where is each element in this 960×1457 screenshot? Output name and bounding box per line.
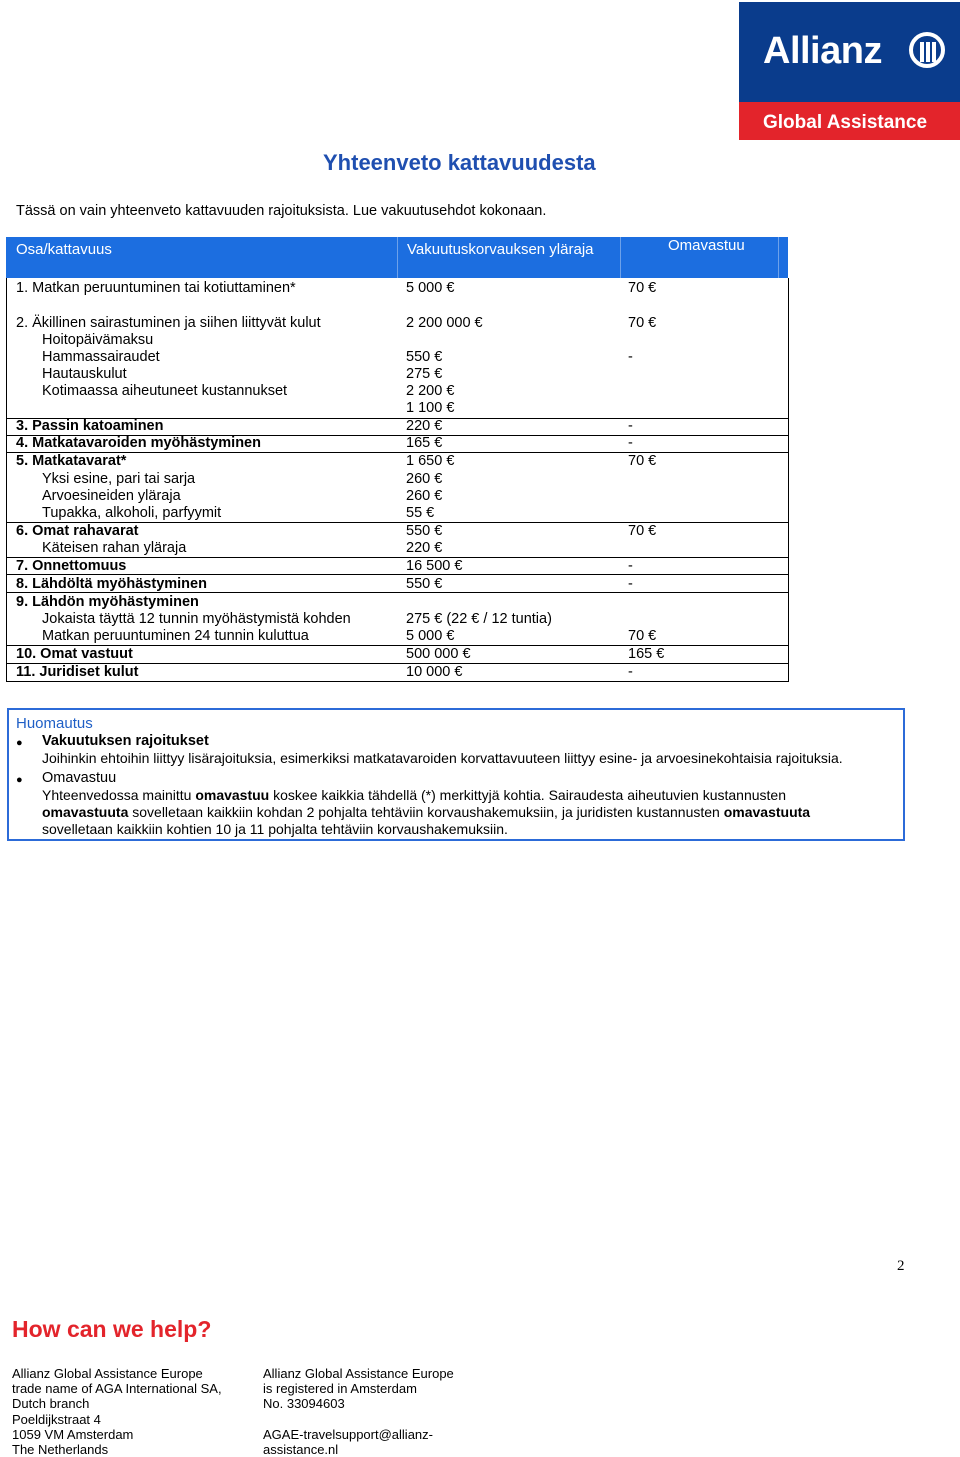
- row-5-sub-2: Arvoesineiden yläraja: [42, 488, 181, 504]
- footer-right-email[interactable]: assistance.nl: [263, 1442, 339, 1457]
- note-text-bold: omavastuu: [195, 787, 270, 803]
- row-8-label: 8. Lähdöltä myöhästyminen: [16, 576, 207, 592]
- row-5-sublimit-1: 260 €: [406, 471, 443, 487]
- bullet-icon: ●: [16, 737, 23, 749]
- row-5-sub-1: Yksi esine, pari tai sarja: [42, 471, 196, 487]
- page-title: Yhteenveto kattavuudesta: [323, 150, 596, 175]
- row-10-excess: 165 €: [628, 646, 665, 662]
- row-10-label: 10. Omat vastuut: [16, 646, 133, 662]
- footer-left-line: Allianz Global Assistance Europe: [12, 1366, 203, 1381]
- footer-left-line: 1059 VM Amsterdam: [12, 1426, 134, 1442]
- note-bullet-1-title: Vakuutuksen rajoitukset: [42, 733, 209, 749]
- row-5-sub-3: Tupakka, alkoholi, parfyymit: [42, 505, 222, 521]
- row-2-limit: 2 200 000 €: [406, 315, 483, 331]
- row-4-excess: -: [628, 435, 633, 451]
- row-2-sub-3: Hautauskulut: [42, 366, 127, 382]
- footer-left: [12, 1366, 222, 1457]
- row-6-excess: 70 €: [628, 523, 657, 539]
- row-1-limit: 5 000 €: [406, 280, 455, 296]
- allianz-eagle-icon: [909, 32, 945, 68]
- table-header: [6, 237, 788, 278]
- row-2-excess: 70 €: [628, 315, 657, 331]
- footer-right-line: [263, 1412, 454, 1427]
- note-bullet-2-line-3: sovelletaan kaikkiin kohtien 10 ja 11 pohjalta tehtäviin korvaushakemuksiin.: [42, 821, 508, 837]
- row-5-sublimit-2: 260 €: [406, 488, 443, 504]
- footer-right: [263, 1366, 454, 1457]
- note-text: sovelletaan kaikkiin kohdan 2 pohjalta tehtäviin korvaushakemuksiin, ja juridisten kustannusten: [128, 804, 724, 820]
- note-text-bold: omavastuuta: [42, 804, 129, 820]
- allianz-logo: [739, 2, 960, 140]
- row-6-sublimit: 220 €: [406, 540, 443, 556]
- footer-right-email[interactable]: AGAE-travelsupport@allianz-: [263, 1426, 433, 1442]
- help-heading: How can we help?: [12, 1316, 212, 1342]
- row-11-label: 11. Juridiset kulut: [16, 664, 139, 680]
- row-5-limit: 1 650 €: [406, 453, 455, 469]
- row-5-excess: 70 €: [628, 453, 657, 469]
- footer-right-line: is registered in Amsterdam: [263, 1381, 417, 1397]
- row-4-limit: 165 €: [406, 435, 443, 451]
- row-8-limit: 550 €: [406, 576, 443, 592]
- note-bullet-2-line-1: [42, 787, 786, 804]
- row-9-sub-2: Matkan peruuntuminen 24 tunnin kuluttua: [42, 628, 309, 644]
- header-excess: Omavastuu: [668, 237, 745, 254]
- row-2-sublimit-2: 275 €: [406, 366, 443, 382]
- row-7-limit: 16 500 €: [406, 558, 463, 574]
- footer-left-line: Poeldijkstraat 4: [12, 1411, 101, 1427]
- row-5-sublimit-3: 55 €: [406, 505, 435, 521]
- row-2-label: 2. Äkillinen sairastuminen ja siihen liittyvät kulut: [16, 315, 321, 331]
- row-3-excess: -: [628, 418, 633, 434]
- row-9-subexcess-2: 70 €: [628, 628, 657, 644]
- row-2-sublimit-4: 1 100 €: [406, 400, 455, 416]
- footer-left-line: trade name of AGA International SA,: [12, 1381, 222, 1397]
- logo-subtitle: Global Assistance: [763, 112, 928, 133]
- row-6-label: 6. Omat rahavarat: [16, 523, 139, 539]
- row-6-limit: 550 €: [406, 523, 443, 539]
- row-3-limit: 220 €: [406, 418, 443, 434]
- note-text: koskee kaikkia tähdellä (*) merkittyjä kohtia. Sairaudesta aiheutuvien kustannusten: [269, 787, 786, 803]
- note-bullet-1-text: Joihinkin ehtoihin liittyy lisärajoituksia, esimerkiksi matkatavaroiden korvattavuuteen liittyy esine- ja arvoesinekohtaisia rajoituksia.: [42, 750, 843, 766]
- header-coverage: Osa/kattavuus: [16, 241, 112, 258]
- row-4-label: 4. Matkatavaroiden myöhästyminen: [16, 435, 261, 451]
- footer-right-line: Allianz Global Assistance Europe: [263, 1366, 454, 1381]
- bullet-icon: ●: [16, 774, 23, 786]
- note-bullet-2-line-2: [42, 804, 810, 821]
- row-11-limit: 10 000 €: [406, 664, 463, 680]
- row-10-limit: 500 000 €: [406, 646, 471, 662]
- row-2-sub-2: Hammassairaudet: [42, 349, 160, 365]
- row-7-label: 7. Onnettomuus: [16, 558, 127, 574]
- row-1-label: 1. Matkan peruuntuminen tai kotiuttaminen*: [16, 280, 296, 296]
- row-11-excess: -: [628, 664, 633, 680]
- header-limit: Vakuutuskorvauksen yläraja: [407, 241, 594, 258]
- row-2-sublimit-1: 550 €: [406, 349, 443, 365]
- note-bullet-2-title: Omavastuu: [42, 770, 117, 786]
- footer-left-line: Dutch branch: [12, 1396, 90, 1412]
- row-9-sublimit-1: 275 € (22 € / 12 tuntia): [406, 611, 552, 627]
- footer-right-line: No. 33094603: [263, 1396, 345, 1412]
- row-3-label: 3. Passin katoaminen: [16, 418, 164, 434]
- logo-brand: Allianz: [763, 30, 882, 72]
- footer-left-line: The Netherlands: [12, 1442, 109, 1457]
- note-text: Yhteenvedossa mainittu: [42, 787, 196, 803]
- note-text-bold: omavastuuta: [723, 804, 811, 820]
- row-6-sub: Käteisen rahan yläraja: [42, 540, 187, 556]
- page-number: 2: [897, 1258, 905, 1274]
- row-2-sub-1: Hoitopäivämaksu: [42, 332, 154, 348]
- row-2-sub-4: Kotimaassa aiheutuneet kustannukset: [42, 383, 288, 399]
- row-9-label: 9. Lähdön myöhästyminen: [16, 594, 199, 610]
- note-title: Huomautus: [16, 715, 93, 732]
- row-1-excess: 70 €: [628, 280, 657, 296]
- row-2-sublimit-3: 2 200 €: [406, 383, 455, 399]
- row-9-sub-1: Jokaista täyttä 12 tunnin myöhästymistä kohden: [42, 611, 351, 627]
- row-9-sublimit-2: 5 000 €: [406, 628, 455, 644]
- row-7-excess: -: [628, 558, 633, 574]
- row-2-subexcess: -: [628, 349, 633, 365]
- intro-text: Tässä on vain yhteenveto kattavuuden rajoituksista. Lue vakuutusehdot kokonaan.: [16, 203, 547, 219]
- row-8-excess: -: [628, 576, 633, 592]
- row-5-label: 5. Matkatavarat*: [16, 453, 127, 469]
